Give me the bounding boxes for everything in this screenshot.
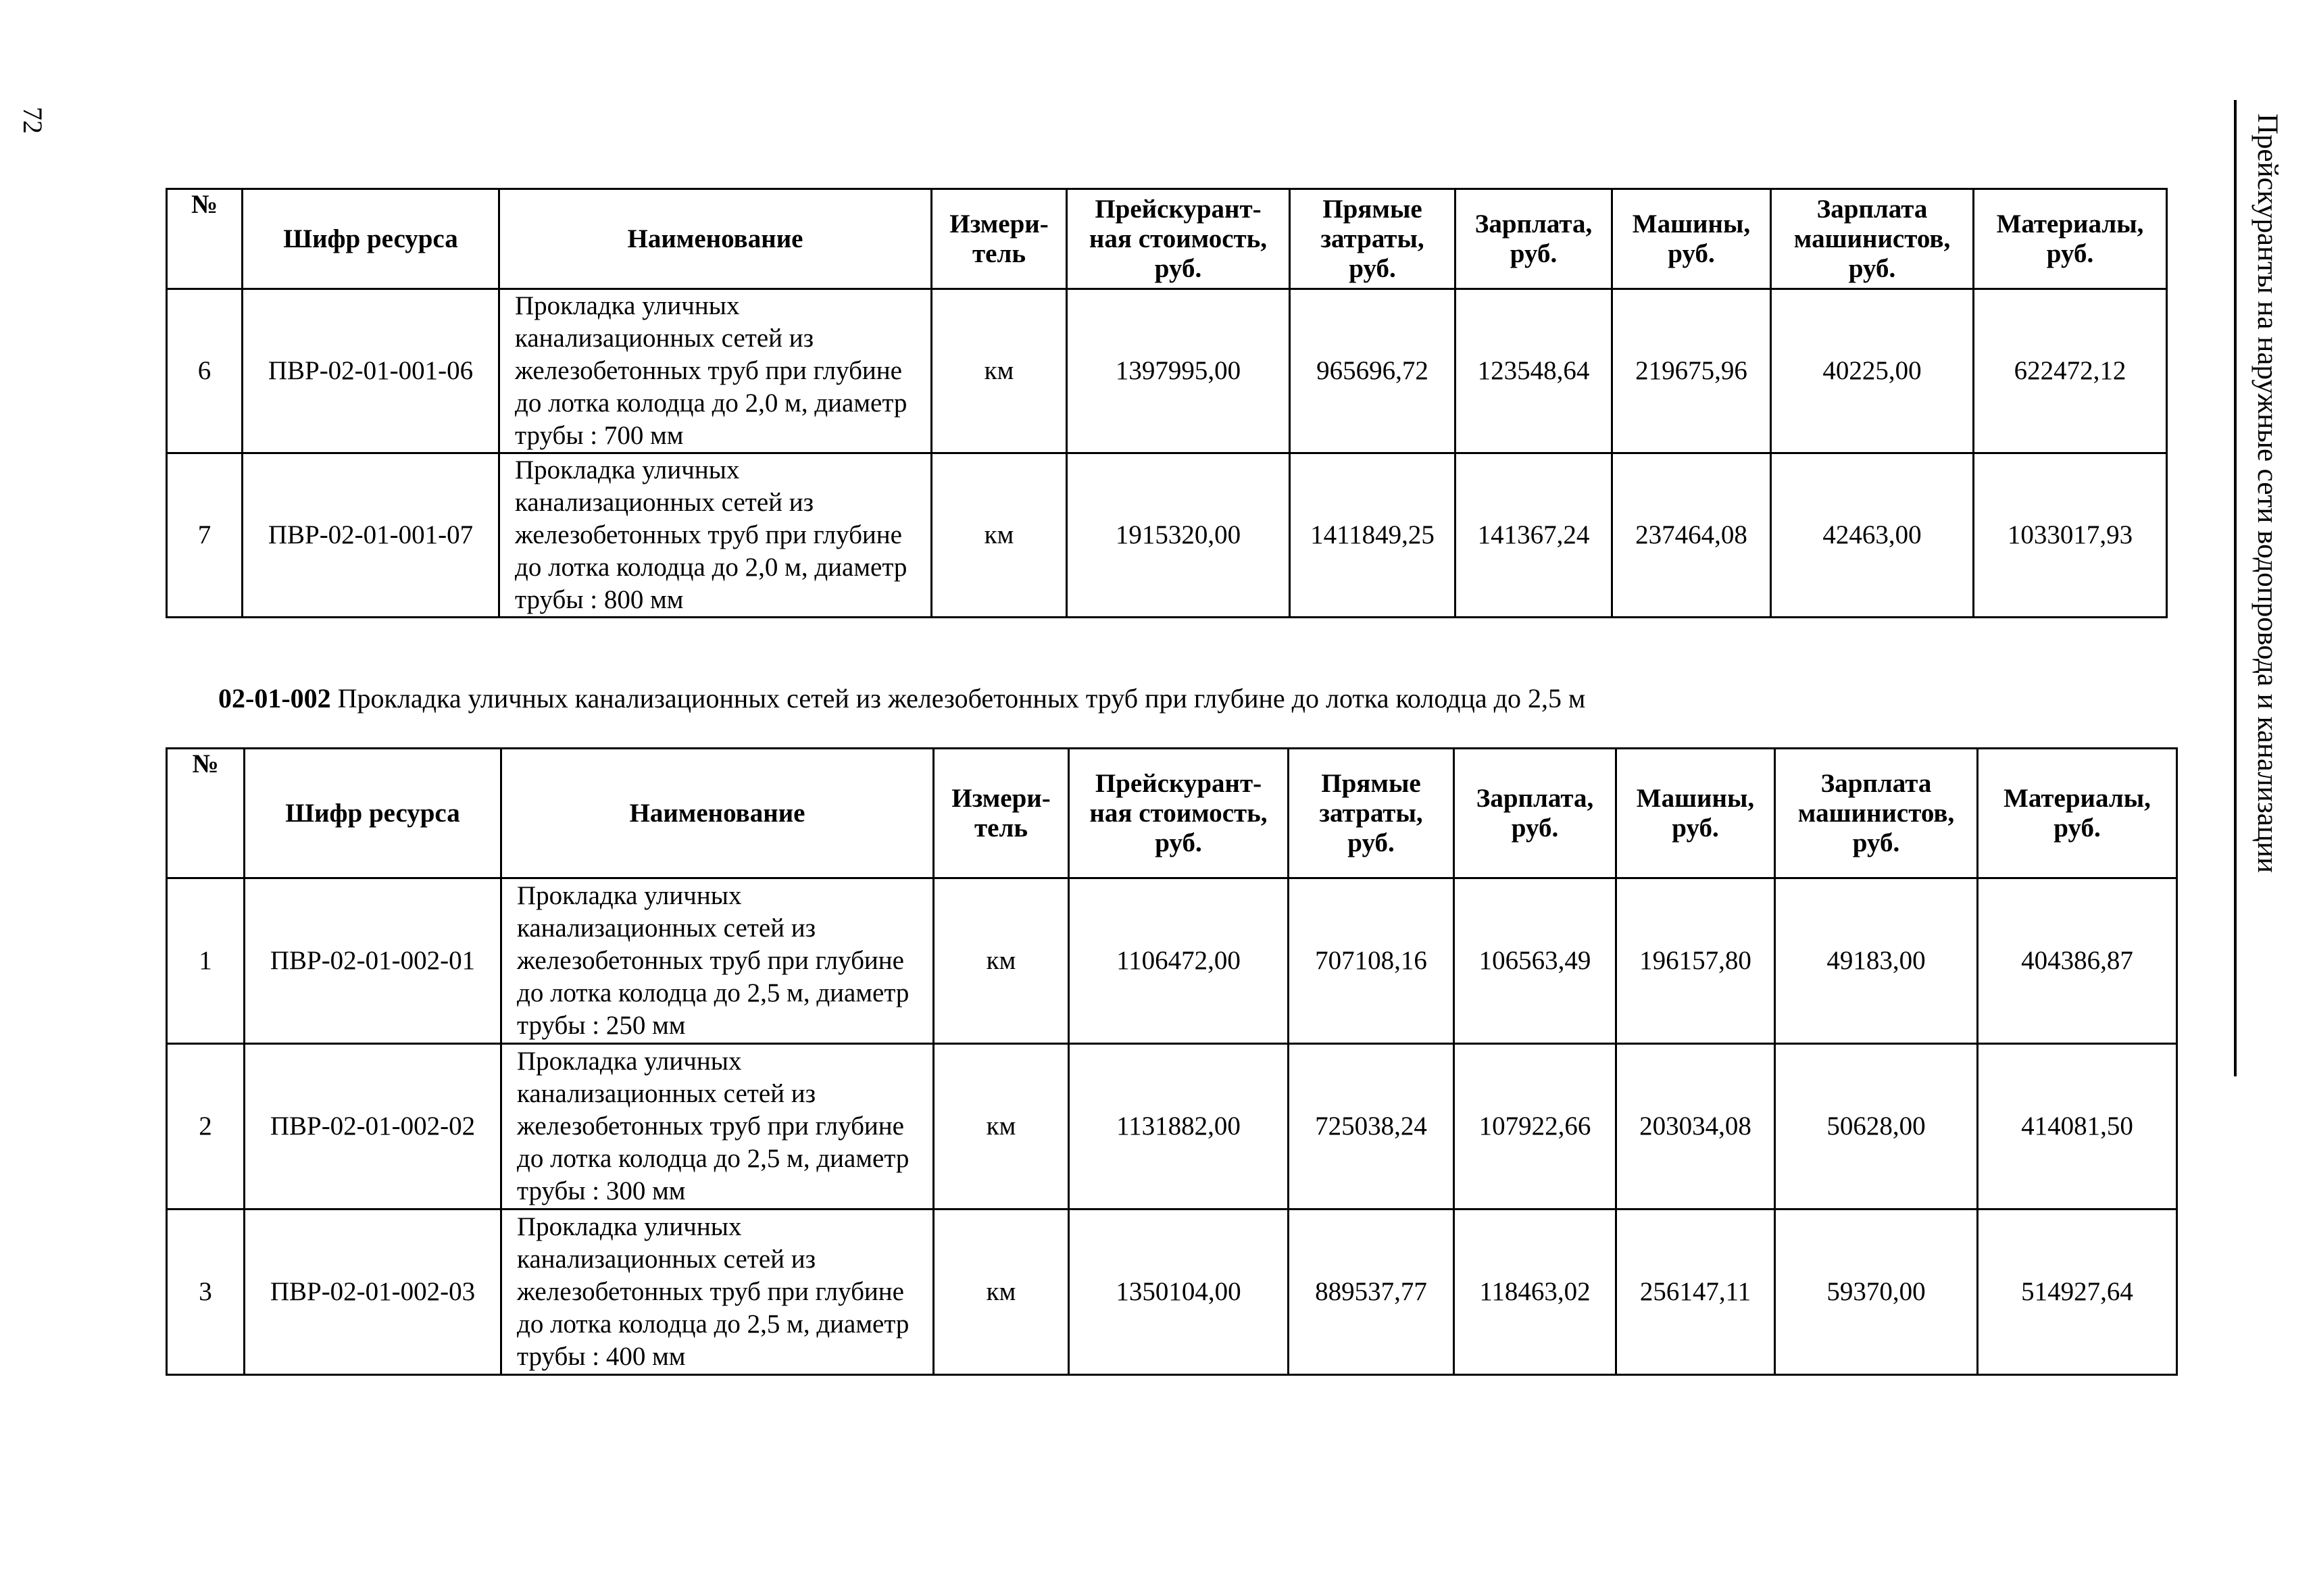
direct-costs: 725038,24 bbox=[1289, 1044, 1454, 1210]
row-number: 1 bbox=[167, 878, 245, 1044]
column-header: № bbox=[167, 189, 243, 289]
direct-costs: 707108,16 bbox=[1289, 878, 1454, 1044]
item-name: Прокладка уличных канализационных сетей из железобетонных труб при глубине до лотка колодца до 2,0 м, диаметр трубы : 800 мм bbox=[499, 453, 932, 618]
salary: 123548,64 bbox=[1455, 289, 1612, 453]
table-row bbox=[167, 453, 2167, 618]
column-header: Машины, руб. bbox=[1612, 189, 1771, 289]
page-number: 72 bbox=[18, 107, 48, 134]
machinist-salary: 59370,00 bbox=[1775, 1210, 1978, 1375]
materials: 404386,87 bbox=[1978, 878, 2177, 1044]
salary: 141367,24 bbox=[1455, 453, 1612, 618]
materials: 1033017,93 bbox=[1974, 453, 2167, 618]
column-header: Шифр ресурса bbox=[243, 189, 499, 289]
row-number: 7 bbox=[167, 453, 243, 618]
column-header: Зарплата, руб. bbox=[1455, 189, 1612, 289]
table-header-row bbox=[167, 749, 2177, 878]
machines: 256147,11 bbox=[1616, 1210, 1775, 1375]
salary: 107922,66 bbox=[1454, 1044, 1616, 1210]
column-header: Машины, руб. bbox=[1616, 749, 1775, 878]
row-number: 6 bbox=[167, 289, 243, 453]
column-header: Измери-тель bbox=[934, 749, 1069, 878]
resource-code: ПВР-02-01-002-03 bbox=[245, 1210, 501, 1375]
resource-code: ПВР-02-01-001-07 bbox=[243, 453, 499, 618]
table-row bbox=[167, 878, 2177, 1044]
unit: км bbox=[932, 453, 1067, 618]
machines: 203034,08 bbox=[1616, 1044, 1775, 1210]
item-name: Прокладка уличных канализационных сетей из железобетонных труб при глубине до лотка колодца до 2,0 м, диаметр трубы : 700 мм bbox=[499, 289, 932, 453]
price-table-002 bbox=[166, 747, 2178, 1376]
column-header: Прейскурант-ная стоимость, руб. bbox=[1069, 749, 1289, 878]
column-header: Материалы, руб. bbox=[1978, 749, 2177, 878]
price: 1397995,00 bbox=[1067, 289, 1290, 453]
machinist-salary: 49183,00 bbox=[1775, 878, 1978, 1044]
column-header: Наименование bbox=[499, 189, 932, 289]
column-header: № bbox=[167, 749, 245, 878]
column-header: Прямые затраты, руб. bbox=[1289, 749, 1454, 878]
machines: 219675,96 bbox=[1612, 289, 1771, 453]
column-header: Шифр ресурса bbox=[245, 749, 501, 878]
price: 1350104,00 bbox=[1069, 1210, 1289, 1375]
price: 1106472,00 bbox=[1069, 878, 1289, 1044]
column-header: Прейскурант-ная стоимость, руб. bbox=[1067, 189, 1290, 289]
unit: км bbox=[934, 1210, 1069, 1375]
column-header: Материалы, руб. bbox=[1974, 189, 2167, 289]
salary: 106563,49 bbox=[1454, 878, 1616, 1044]
machines: 237464,08 bbox=[1612, 453, 1771, 618]
column-header: Зарплата машинистов, руб. bbox=[1771, 189, 1974, 289]
unit: км bbox=[932, 289, 1067, 453]
table-row bbox=[167, 1210, 2177, 1375]
item-name: Прокладка уличных канализационных сетей из железобетонных труб при глубине до лотка колодца до 2,5 м, диаметр трубы : 250 мм bbox=[501, 878, 934, 1044]
column-header: Зарплата машинистов, руб. bbox=[1775, 749, 1978, 878]
materials: 414081,50 bbox=[1978, 1044, 2177, 1210]
section-code: 02-01-002 bbox=[218, 683, 331, 714]
column-header: Измери-тель bbox=[932, 189, 1067, 289]
column-header: Прямые затраты, руб. bbox=[1290, 189, 1455, 289]
resource-code: ПВР-02-01-002-01 bbox=[245, 878, 501, 1044]
side-divider bbox=[2234, 100, 2237, 1076]
direct-costs: 1411849,25 bbox=[1290, 453, 1455, 618]
materials: 514927,64 bbox=[1978, 1210, 2177, 1375]
table-row bbox=[167, 289, 2167, 453]
item-name: Прокладка уличных канализационных сетей из железобетонных труб при глубине до лотка колодца до 2,5 м, диаметр трубы : 300 мм bbox=[501, 1044, 934, 1210]
machinist-salary: 42463,00 bbox=[1771, 453, 1974, 618]
salary: 118463,02 bbox=[1454, 1210, 1616, 1375]
section-title: Прокладка уличных канализационных сетей из железобетонных труб при глубине до лотка колодца до 2,5 м bbox=[337, 683, 1586, 714]
machinist-salary: 50628,00 bbox=[1775, 1044, 1978, 1210]
price: 1915320,00 bbox=[1067, 453, 1290, 618]
resource-code: ПВР-02-01-002-02 bbox=[245, 1044, 501, 1210]
price-table-001 bbox=[166, 188, 2168, 618]
section-heading bbox=[218, 682, 1585, 714]
item-name: Прокладка уличных канализационных сетей из железобетонных труб при глубине до лотка колодца до 2,5 м, диаметр трубы : 400 мм bbox=[501, 1210, 934, 1375]
table-header-row bbox=[167, 189, 2167, 289]
machines: 196157,80 bbox=[1616, 878, 1775, 1044]
column-header: Наименование bbox=[501, 749, 934, 878]
direct-costs: 889537,77 bbox=[1289, 1210, 1454, 1375]
direct-costs: 965696,72 bbox=[1290, 289, 1455, 453]
materials: 622472,12 bbox=[1974, 289, 2167, 453]
machinist-salary: 40225,00 bbox=[1771, 289, 1974, 453]
row-number: 3 bbox=[167, 1210, 245, 1375]
row-number: 2 bbox=[167, 1044, 245, 1210]
running-title: Прейскуранты на наружные сети водопровода и канализации bbox=[2251, 114, 2283, 873]
resource-code: ПВР-02-01-001-06 bbox=[243, 289, 499, 453]
table-row bbox=[167, 1044, 2177, 1210]
unit: км bbox=[934, 1044, 1069, 1210]
unit: км bbox=[934, 878, 1069, 1044]
price: 1131882,00 bbox=[1069, 1044, 1289, 1210]
column-header: Зарплата, руб. bbox=[1454, 749, 1616, 878]
